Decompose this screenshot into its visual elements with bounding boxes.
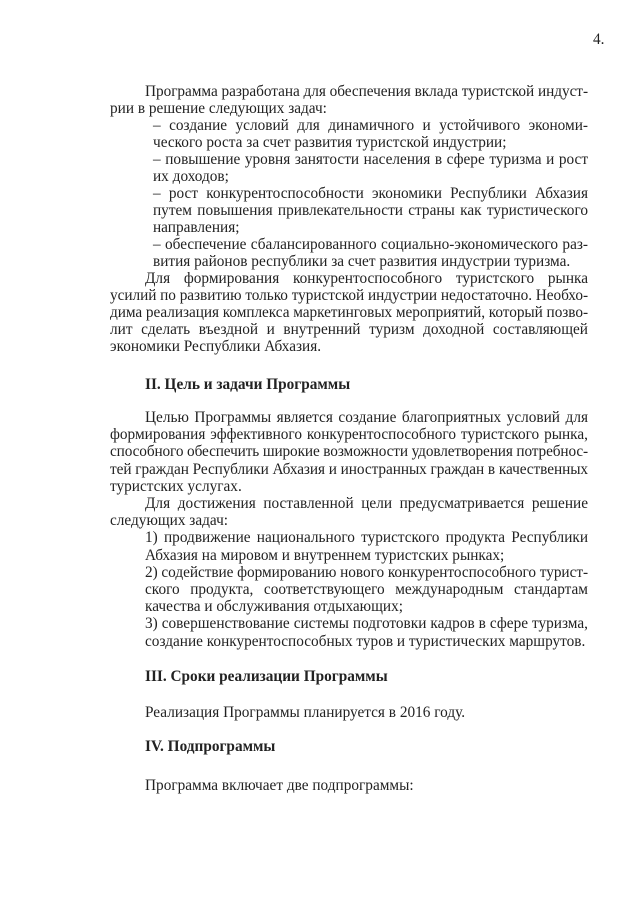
list-item-line: 2) содействие формированию нового конкурентоспособного турист- xyxy=(145,563,589,581)
paragraph-line: туристских услугах. xyxy=(110,477,242,495)
list-item-line: создание конкурентоспособных туров и туристических маршрутов. xyxy=(145,632,586,650)
paragraph-line: формирования эффективного конкурентоспособного туристского рынка, xyxy=(110,426,588,444)
paragraph-line: Реализация Программы планируется в 2016 году. xyxy=(145,704,466,721)
list-item-line: Абхазия на мировом и внутреннем туристских рынках; xyxy=(145,546,505,564)
list-item-line: – создание условий для динамичного и устойчивого экономи- xyxy=(153,117,588,134)
paragraph-line: лит сделать въездной и внутренний туризм доходной составляющей xyxy=(110,321,588,338)
list-item-line: их доходов; xyxy=(153,168,229,185)
paragraph-line: экономики Республики Абхазия. xyxy=(110,338,322,355)
list-item-line: 3) совершенствование системы подготовки кадров в сфере туризма, xyxy=(145,615,588,633)
paragraph-line: Целью Программы является создание благоприятных условий для xyxy=(145,409,588,426)
paragraph-line: Программа разработана для обеспечения вклада туристской индуст- xyxy=(145,83,588,100)
paragraph-line: дима реализация комплекса маркетинговых мероприятий, который позво- xyxy=(110,304,588,321)
page-number: 4. xyxy=(593,31,605,48)
paragraph-line: усилий по развитию только туристской индустрии недостаточно. Необхо- xyxy=(110,287,588,304)
list-item-line: 1) продвижение национального туристского продукта Республики xyxy=(145,529,588,547)
list-item-line: путем повышения привлекательности страны как туристического xyxy=(153,202,588,219)
paragraph-line: Для достижения поставленной цели предусматривается решение xyxy=(145,495,588,512)
section-heading: IV. Подпрограммы xyxy=(145,738,276,755)
list-item-line: направления; xyxy=(153,219,240,236)
list-item-line: – повышение уровня занятости населения в сфере туризма и рост xyxy=(153,151,588,168)
paragraph-line: Программа включает две подпрограммы: xyxy=(145,777,414,794)
list-item-line: ского продукта, соответствующего международным стандартам xyxy=(145,581,588,598)
section-heading: II. Цель и задачи Программы xyxy=(145,376,351,393)
paragraph-line: Для формирования конкурентоспособного туристского рынка xyxy=(145,270,588,287)
paragraph-line: тей граждан Республики Абхазия и иностранных граждан в качественных xyxy=(110,460,588,478)
list-item-line: ческого роста за счет развития туристской индустрии; xyxy=(153,134,507,151)
list-item-line: качества и обслуживания отдыхающих; xyxy=(145,598,403,616)
list-item-line: вития районов республики за счет развития индустрии туризма. xyxy=(153,253,571,270)
paragraph-line: способного обеспечить широкие возможности удовлетворения потребнос- xyxy=(110,443,588,461)
paragraph-line: рии в решение следующих задач: xyxy=(110,100,327,117)
paragraph-line: следующих задач: xyxy=(110,512,229,530)
list-item-line: – обеспечение сбалансированного социально-экономического раз- xyxy=(153,236,588,253)
section-heading: III. Сроки реализации Программы xyxy=(145,668,388,685)
list-item-line: – рост конкурентоспособности экономики Республики Абхазия xyxy=(153,185,588,202)
